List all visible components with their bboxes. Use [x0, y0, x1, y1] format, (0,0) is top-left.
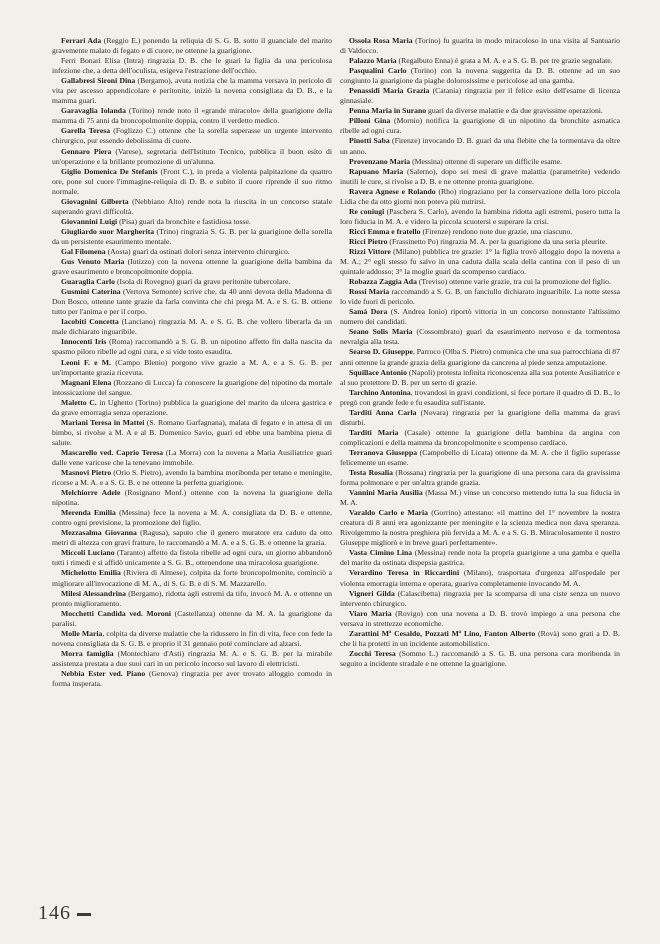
- grace-entry: [52, 287, 332, 317]
- entry-name: Pasqualini Carlo: [349, 66, 407, 76]
- entry-name: Terranova Giuseppa: [349, 447, 418, 457]
- entry-text: (S. Andrea Ionio) riportò vittoria in un concorso nonostante l'altissimo numero dei candidati.: [340, 307, 620, 327]
- entry-name: Michelotto Emilia: [61, 568, 121, 578]
- entry-text: (Front C.), in preda a violenta palpitazione da quattro ore, pone sul cuore l'immagine-reliquia di D. B. e subito il cuore riprende il suo ritmo normale.: [52, 166, 332, 196]
- grace-entry: [340, 136, 620, 156]
- entry-text: (Rossana) ringrazia per la guarigione di una persona cara da gravissima forma polmonare e per un'altra grande grazia.: [340, 468, 620, 488]
- entry-text: (Roma) raccomandò a S. G. B. un nipotino affetto fin dalla nascita da spasmo piloro ribelle ad ogni cura, e si vide tosto esaudita.: [52, 337, 332, 357]
- entry-text: (Campo Blenio) porgono vive grazie a M. A. e a S. G. B. per un'importante grazia ricevuta.: [52, 357, 332, 377]
- entry-text: (Iutizzo) con la novena ottenne la guarigione della bambina da grave esaurimento e broncopolmonite doppia.: [52, 257, 332, 277]
- entry-text: in Ughetto (Torino) pubblica la guarigione del marito da ulcera gastrica e da grave emorragia senza operazione.: [52, 397, 332, 417]
- grace-entry: [340, 227, 620, 237]
- entry-name: Masnovi Pietro: [61, 468, 112, 478]
- entry-text: , Parroco (Olba S. Pietro) comunica che una sua parrocchiana di 87 anni ottenne la grande grazia della guarigione da cancrena al piede senza amputazione.: [340, 347, 620, 367]
- entry-name: Milesi Alessandrina: [61, 588, 126, 598]
- entry-name: Pilloni Gina: [349, 116, 391, 126]
- grace-entry: [340, 347, 620, 367]
- entry-text: (Frassinetto Po) ringrazia M. A. per la guarigione da una seria pleurite.: [387, 236, 608, 246]
- grace-entry: [340, 468, 620, 488]
- entry-text: (Ragusa), saputo che il genero muratore era caduto da otto metri di altezza con gravi fratture, lo raccomandò a M. A. e a S. G. B. e ottenne la grazia.: [52, 528, 332, 548]
- grace-entry: [52, 418, 332, 448]
- grace-entry: [340, 327, 620, 347]
- grace-entry: [52, 277, 332, 287]
- grace-entry: [340, 589, 620, 609]
- page-number: [38, 902, 91, 925]
- grace-entry: [52, 528, 332, 548]
- entry-text: (Catania) ringrazia per il felice esito dell'esame di licenza ginnasiale.: [340, 86, 620, 106]
- entry-text: raccomandò a S. G. B. un fanciullo dichiarato inguaribile. La notte stessa lo vide fuori di pericolo.: [340, 287, 620, 307]
- entry-name: Molle Maria: [61, 628, 103, 638]
- grace-entry: [340, 86, 620, 106]
- grace-entry: [340, 388, 620, 408]
- grace-entry: [52, 247, 332, 257]
- entry-name: Viaro Maria: [349, 608, 392, 618]
- entry-text: (Firenze) invocando D. B. guarì da una flebite che la tormentava da oltre un anno.: [340, 136, 620, 156]
- grace-entry: [340, 207, 620, 227]
- entry-name: Samà Dora: [349, 307, 388, 317]
- grace-entry: [340, 609, 620, 629]
- entry-name: Gal Filomena: [61, 246, 106, 256]
- grace-entry: [340, 428, 620, 448]
- grace-entry: [52, 508, 332, 528]
- entry-name: Iacobiti Concetta: [61, 317, 119, 327]
- entry-text: (Rovigo) con una novena a D. B. trovò impiego a una persona che versava in strettezze economiche.: [340, 608, 620, 628]
- entry-name: Gallabresi Sironi Dina: [61, 76, 136, 86]
- entry-text: (Orio S. Pietro), avendo la bambina moribonda per tetano e meningite, ricorse a M. A. e a S. G. B. e ne ottenne la perfetta guarigione.: [52, 468, 332, 488]
- grace-entry: [52, 568, 332, 588]
- entry-name: Squillace Antonio: [349, 367, 407, 377]
- entry-text: (Aosta) guarì da ostinati dolori senza intervento chirurgico.: [105, 246, 290, 256]
- grace-entry: [52, 337, 332, 357]
- entry-text: (Paschera S. Carlo), avendo la bambina ridotta agli estremi, posero tutta la loro fiducia in M. A. e videro la piccola scuotersi e superare la crisi.: [340, 206, 620, 226]
- entry-text: (Riviera di Almese), colpita da forte broncopolmonite, cominciò a migliorare all'invocazione di M. A., di S. G. B. e di S. M. Mazzarello.: [52, 568, 332, 588]
- entry-text: (Casale) ottenne la guarigione della bambina da angina con complicazioni e della mamma da broncopolmonite e scompenso cardiaco.: [340, 427, 620, 447]
- grace-entry: [52, 669, 332, 689]
- entry-text: (Milano), trasportata d'urgenza all'ospedale per violenta emorragia interna e operata, guariva completamente invocando M. A.: [340, 568, 621, 588]
- entry-text: (Genova) ringrazia per aver trovato alloggio comodo in forma insperata.: [52, 668, 332, 688]
- grace-entry: [340, 448, 620, 468]
- grace-entry: [52, 649, 332, 669]
- entry-text: (Rozzano di Lucca) fa conoscere la guarigione del nipotino da mortale intossicazione del sangue.: [52, 377, 332, 397]
- entry-name: Vannini Maria Ausilia: [349, 488, 423, 498]
- entry-name: Vigneri Gilda: [349, 588, 395, 598]
- entry-name: Garella Teresa: [61, 126, 111, 136]
- entry-text: (Campobello di Licata) ottenne da M. A. che il figlio superasse felicemente un esame.: [340, 447, 621, 467]
- grace-entry: [52, 317, 332, 337]
- grace-entry: [52, 589, 332, 609]
- grace-entry: [52, 167, 332, 197]
- entry-name: Varaldo Carlo e Maria: [349, 508, 428, 518]
- entry-name: Testa Rosalia: [349, 468, 393, 478]
- page-number-text: 146: [38, 902, 71, 924]
- entry-text: (Nebbiano Alto) rende nota la riuscita in un concorso statale superando gravi difficoltà.: [52, 196, 332, 216]
- grace-entry: [340, 56, 620, 66]
- entry-name: Pinotti Saba: [349, 136, 390, 146]
- entry-name: Searso D. Giuseppe: [349, 347, 413, 357]
- entry-text: (Torino) fu guarita in modo miracoloso in una visita al Santuario di Valdocco.: [340, 36, 620, 56]
- entry-name: Palazzo Maria: [349, 56, 397, 66]
- entry-name: Gennaro Piera: [61, 146, 112, 156]
- column-left: [52, 36, 332, 689]
- grace-entry: [340, 548, 620, 568]
- grace-entry: [340, 116, 620, 136]
- entry-name: Mariani Teresa in Mattei: [61, 417, 145, 427]
- entry-name: Re coniugi: [349, 206, 385, 216]
- entry-text: (Castellanza) ottenne da M. A. la guarigione da paralisi.: [52, 608, 332, 628]
- grace-entry: [52, 378, 332, 398]
- entry-name: Rapuano Maria: [349, 166, 404, 176]
- entry-text: (Calascibetta) ringrazia per la scomparsa di una ciste senza un nuovo intervento chirurgico.: [340, 588, 620, 608]
- entry-text: (Reggio E.) ponendo la reliquia di S. G. B. sotto il guanciale del marito gravemente malato di fegato e di cuore, ne ottenne la guarigione.: [52, 36, 332, 56]
- entry-text: (Messina) ottenne di superare un difficile esame.: [410, 156, 562, 166]
- grace-entry: [340, 277, 620, 287]
- entry-text: (Mornio) notifica la guarigione di un nipotino da bronchite asmatica ribelle ad ogni cura.: [340, 116, 620, 136]
- entry-name: Seano Solis Maria: [349, 327, 413, 337]
- entry-name: Ravera Agnese e Rolando: [349, 186, 436, 196]
- entry-text: (Gorrino) attestano: «il mattino del 1° novembre la nostra creatura di 8 anni era agonizzante per meningite e la scienza medica non dava speranza. Rivolgemmo la nostra preghiera più fervida a M. A. e a S. G. B. Miracolosamente il nostro Giuseppe migliorò e in breve guarì perfettamente».: [340, 508, 621, 548]
- grace-entry: [340, 508, 620, 548]
- entry-text: (Regalbuto Enna) è grata a M. A. e a S. G. B. per tre grazie segnalate.: [396, 56, 613, 66]
- entry-name: Provenzano Maria: [349, 156, 411, 166]
- entry-name: Vasta Cimino Lina: [349, 548, 413, 558]
- grace-entry: [52, 468, 332, 488]
- grace-entry: [340, 287, 620, 307]
- entry-name: Rizzi Vittore: [349, 246, 391, 256]
- grace-entry: [52, 106, 332, 126]
- grace-entry: [52, 609, 332, 629]
- entry-text: (Lanciano) ringrazia M. A. e S. G. B. che vollero liberarla da un male dichiarato inguaribile.: [52, 317, 332, 337]
- entry-name: Tarditi Maria: [349, 427, 399, 437]
- entry-text: (Messina) rende nota la propria guarigione a una gamba e quella del marito da ostinata dispepsia gastrica.: [340, 548, 620, 568]
- entry-name: Miccoli Luciano: [61, 548, 115, 558]
- entry-text: (Napoli) protesta infinita riconoscenza alla sua potente Ausiliatrice e al suo protettore D. B. per un serto di grazie.: [340, 367, 620, 387]
- entry-name: Penna Maria in Surano: [349, 106, 427, 116]
- grace-entry: [340, 408, 620, 428]
- grace-entry: [52, 56, 332, 76]
- grace-entry: [52, 257, 332, 277]
- entry-name: Zocchi Teresa: [349, 648, 396, 658]
- grace-entry: [52, 398, 332, 418]
- entry-name: Rossi Maria: [349, 287, 390, 297]
- grace-entry: [340, 36, 620, 56]
- grace-entry: [340, 568, 620, 588]
- grace-entry: [52, 36, 332, 56]
- entry-name: Ricci Emma e fratello: [349, 226, 421, 236]
- entry-name: Nebbia Ester ved. Piano: [61, 668, 146, 678]
- grace-entry: [52, 217, 332, 227]
- entry-text: (Rosignano Monf.) ottenne con la novena la guarigione della nipotina.: [52, 488, 332, 508]
- entry-name: Verardino Teresa in Riccardini: [349, 568, 460, 578]
- grace-entry: [52, 76, 332, 106]
- entry-text: (Messina) fece la novena a M. A. consigliata da D. B. e ottenne, contro ogni previsione, la promozione del figlio.: [52, 508, 333, 528]
- entry-text: (Vertova Semonte) scrive che, da 40 anni devota della Madonna di Don Bosco, ottenne tante grazie da farla convinta che chi prega M. A. e S. G. B. ottiene tutto per l'anima e per il corpo.: [52, 287, 333, 317]
- entry-name: Tarditi Anna Carla: [349, 407, 417, 417]
- grace-entry: [340, 106, 620, 116]
- entry-name: Mezzasalma Giovanna: [61, 528, 137, 538]
- grace-entry: [52, 488, 332, 508]
- entry-name: Mocchetti Candida ved. Moroni: [61, 608, 172, 618]
- grace-entry: [52, 548, 332, 568]
- entry-name: Zarattini Mª Cesaldo, Pozzati Mª Lino, Fanton Alberto: [349, 628, 536, 638]
- grace-entry: [340, 649, 620, 669]
- folio-dash-ornament: [77, 913, 91, 916]
- entry-text: (Isola di Rovegno) guarì da grave peritonite tubercolare.: [115, 277, 291, 287]
- entry-text: (Bergamo), ridotta agli estremi da tifo, invocò M. A. e ottenne un pronto miglioramento.: [52, 588, 332, 608]
- entry-name: Ricci Pietro: [349, 236, 388, 246]
- entry-name: Ferrari Ada: [61, 36, 102, 45]
- grace-entry: [52, 629, 332, 649]
- entry-text: (Montechiaro d'Asti) ringrazia M. A. e S. G. B. per la mirabile assistenza prestata a due suoi cari in un pericolo incorso sul lavoro di elettricisti.: [52, 648, 332, 668]
- grace-entry: [340, 629, 620, 649]
- entry-text: (Firenze) rendono note due grazie, una ciascuno.: [420, 226, 573, 236]
- entry-name: Robazza Zaggia Ada: [349, 277, 417, 287]
- entry-name: Ossola Rosa Maria: [349, 36, 413, 45]
- entry-name: Leoni F. e M.: [61, 357, 111, 367]
- entry-text: (Treviso) ottenne varie grazie, tra cui la promozione del figlio.: [416, 277, 611, 287]
- grace-entry: [340, 237, 620, 247]
- entry-text: (Novara) ringrazia per la guarigione della mamma da gravi disturbi.: [340, 407, 620, 427]
- entry-name: Penassidi Maria Grazia: [349, 86, 430, 96]
- grace-entry: [340, 247, 620, 277]
- entry-text: (Massa M.) vinse un concorso mettendo tutta la sua fiducia in M. A.: [340, 488, 620, 508]
- entry-name: Giglio Domenica De Stefanis: [61, 166, 158, 176]
- entry-text: , colpita da diverse malattie che la ridussero in fin di vita, fece con fede la novena consigliata da S. G. B. e proprio il 31 gennaio poté cominciare ad alzarsi.: [52, 628, 333, 648]
- entry-text: (Taranto) affetto da fistola ribelle ad ogni cura, un giorno abbandonò tutti i rimedi e si affidò unicamente a S. G. B., ottenendone una miracolosa guarigione.: [52, 548, 333, 568]
- grace-entry: [52, 197, 332, 217]
- entry-text: , trovandosi in gravi condizioni, si fece portare il quadro di D. B., lo pregò con grande fede e fu esaudita sull'istante.: [340, 387, 620, 407]
- grace-entry: [340, 157, 620, 167]
- grace-entry: [340, 167, 620, 187]
- entry-text: (Cossombrato) guarì da esaurimento nervoso e da tormentosa nevralgia alla testa.: [340, 327, 620, 347]
- grace-entry: [340, 187, 620, 207]
- entry-text: guarì da diverse malattie e da due gravissime operazioni.: [426, 106, 603, 116]
- entry-text: (S. Romano Garfagnana), malata di fegato e in attesa di un bimbo, si rivolse a M. A e al B. Domenico Savio, guarì ed ebbe una bambina piena di salute.: [52, 417, 332, 447]
- grace-entry: [340, 368, 620, 388]
- entry-text: Ferri Bonari Elisa (Intra) ringrazia D. B. che le guarì la figlia da una pericolosa infezione che, a detta dell'oculista, esigeva l'estrazione dell'occhio.: [52, 56, 332, 76]
- grace-entry: [52, 147, 332, 167]
- grace-entry: [340, 488, 620, 508]
- grace-entry: [52, 358, 332, 378]
- entry-text: (Milano) pubblica tre grazie: 1° la figlia trovò alloggio dopo la novena a M. A.; 2° egli stesso fu salvo in una caduta dalla scala della cantina con il peso di un quintale addosso; 3° la moglie guarì da scompenso cardiaco.: [340, 246, 620, 277]
- grace-entry: [340, 66, 620, 86]
- column-right: [340, 36, 620, 669]
- entry-name: Mascarello ved. Caprio Teresa: [61, 447, 164, 457]
- grace-entry: [52, 448, 332, 468]
- entry-name: Tarchino Antonina: [349, 387, 411, 397]
- entry-text: (Bergamo), avuta notizia che la mamma versava in pericolo di vita per ascesso appendicolare e peritonite, iniziò la novena consigliata da D. B., e la mamma guarì.: [52, 76, 333, 106]
- grace-entry: [52, 126, 332, 146]
- entry-text: (Varese), segretaria dell'Istituto Tecnico, pubblica il buon esito di un'operazione e la brillante promozione di un'alunna.: [52, 146, 332, 166]
- entry-name: Gus Venuto Maria: [61, 257, 125, 267]
- entry-text: (Foglizzo C.) ottenne che la sorella superasse un urgente intervento chirurgico, pur essendo debolissima di cuore.: [52, 126, 332, 146]
- grace-entry: [340, 307, 620, 327]
- entry-text: (La Morra) con la novena a Maria Ausiliatrice guarì dalle vene varicose che la tenevano immobile.: [52, 447, 332, 467]
- entry-name: Morra famiglia: [61, 648, 114, 658]
- entry-text: (Salerno), dopo sei mesi di grave malattia (parametrite) vedendo inutili le cure, si rivolse a D. B. e ne ottenne pronta guarigione.: [340, 166, 620, 186]
- entry-name: Giugliardo suor Margherita: [61, 226, 155, 236]
- entry-text: (Sommo L.) raccomandò a S. G. B. una persona cara moribonda in seguito a incidente stradale e ne ottenne la guarigione.: [340, 648, 621, 668]
- entry-text: (Trino) ringrazia S. G. B. per la guarigione della sorella da un persistente esaurimento mentale.: [52, 226, 332, 246]
- entry-name: Magnani Elena: [61, 377, 112, 387]
- entry-text: (Pisa) guarì da bronchite e fastidiosa tosse.: [117, 216, 251, 226]
- entry-text: (Torino) con la novena suggerita da D. B. ottenne ad un suo congiunto la guarigione da piaghe dolorosissime e pericolose ad una gamba.: [340, 66, 620, 86]
- entry-name: Innocenti Iris: [61, 337, 107, 347]
- entry-name: Giovagnini Gilberta: [61, 196, 129, 206]
- entry-name: Maletto C.: [61, 397, 97, 407]
- entry-text: (Torino) rende noto il «grande miracolo» della guarigione della mamma di 75 anni da broncopolmonite doppia, contro il verdetto medico.: [52, 106, 332, 126]
- entry-text: (Rho) ringraziano per la conservazione della loro piccola Lidia che da otto giorni non poteva più nutrirsi.: [340, 186, 620, 206]
- entry-name: Gusmini Caterina: [61, 287, 121, 297]
- entry-name: Guaraglia Carlo: [61, 277, 116, 287]
- grace-entry: [52, 227, 332, 247]
- entry-text: (Rovà) sono grati a D. B. che li ha protetti in un incidente automobilistico.: [340, 628, 620, 648]
- entry-name: Melchiorre Adele: [61, 488, 121, 498]
- entry-name: Giovannini Luigi: [61, 216, 118, 226]
- entry-name: Merenda Emilia: [61, 508, 116, 518]
- entry-name: Garavaglia Iolanda: [61, 106, 126, 116]
